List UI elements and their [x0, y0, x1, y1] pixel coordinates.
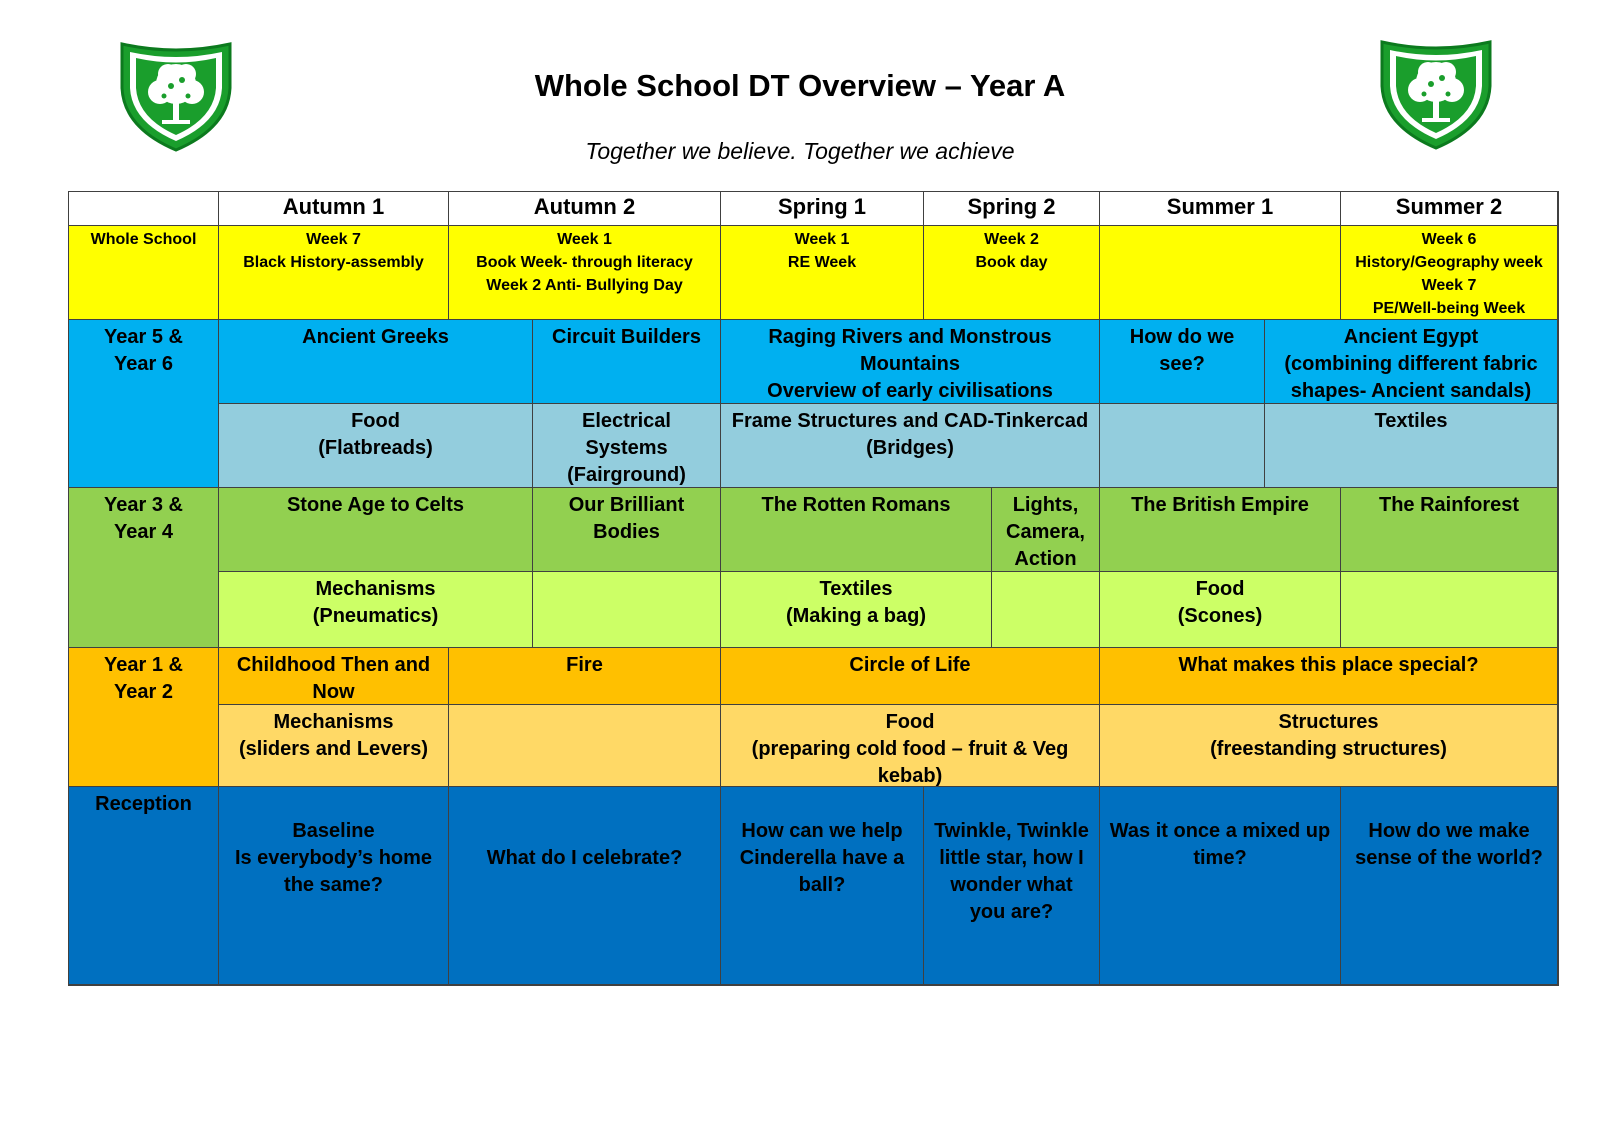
y34-dt-empty-1 [533, 572, 721, 648]
y34-dt-empty-3 [1341, 572, 1558, 648]
y12-topic-fire: Fire [449, 648, 721, 705]
y56-dt-electrical-systems: Electrical Systems (Fairground) [533, 404, 721, 488]
y56-dt-frame-structures: Frame Structures and CAD-Tinkercad (Bridges) [721, 404, 1100, 488]
overview-table [68, 191, 1559, 986]
header-corner-cell [69, 192, 219, 226]
y12-topic-childhood: Childhood Then and Now [219, 648, 449, 705]
header-summer-2: Summer 2 [1341, 192, 1558, 226]
header-autumn-2: Autumn 2 [449, 192, 721, 226]
y34-dt-mechanisms: Mechanisms (Pneumatics) [219, 572, 533, 648]
year-1-2-label: Year 1 & Year 2 [69, 648, 219, 787]
reception-label: Reception [69, 787, 219, 985]
whole-school-spring-2: Week 2 Book day [924, 226, 1100, 320]
school-motto: Together we believe. Together we achieve [585, 138, 1015, 164]
y34-topic-british-empire: The British Empire [1100, 488, 1341, 572]
y34-topic-brilliant-bodies: Our Brilliant Bodies [533, 488, 721, 572]
year-3-4-label: Year 3 & Year 4 [69, 488, 219, 648]
y56-topic-ancient-greeks: Ancient Greeks [219, 320, 533, 404]
reception-summer-1: Was it once a mixed up time? [1100, 787, 1341, 985]
y12-dt-food: Food (preparing cold food – fruit & Veg kebab) [721, 705, 1100, 787]
y34-dt-textiles: Textiles (Making a bag) [721, 572, 992, 648]
y34-topic-rainforest: The Rainforest [1341, 488, 1558, 572]
reception-summer-2: How do we make sense of the world? [1341, 787, 1558, 985]
y12-topic-circle-of-life: Circle of Life [721, 648, 1100, 705]
header-spring-2: Spring 2 [924, 192, 1100, 226]
y12-dt-empty [449, 705, 721, 787]
y34-dt-empty-2 [992, 572, 1100, 648]
y56-topic-circuit-builders: Circuit Builders [533, 320, 721, 404]
reception-spring-2: Twinkle, Twinkle little star, how I wonder what you are? [924, 787, 1100, 985]
y56-dt-textiles: Textiles [1265, 404, 1558, 488]
header-autumn-1: Autumn 1 [219, 192, 449, 226]
y56-topic-how-do-we-see: How do we see? [1100, 320, 1265, 404]
whole-school-spring-1: Week 1 RE Week [721, 226, 924, 320]
y56-topic-ancient-egypt: Ancient Egypt (combining different fabric shapes- Ancient sandals) [1265, 320, 1558, 404]
whole-school-summer-2: Week 6 History/Geography week Week 7 PE/Well-being Week [1341, 226, 1558, 320]
y12-dt-mechanisms: Mechanisms (sliders and Levers) [219, 705, 449, 787]
y34-topic-stone-age: Stone Age to Celts [219, 488, 533, 572]
y56-topic-raging-rivers: Raging Rivers and Monstrous Mountains Overview of early civilisations [721, 320, 1100, 404]
whole-school-label: Whole School [69, 226, 219, 320]
whole-school-autumn-1: Week 7 Black History-assembly [219, 226, 449, 320]
year-5-6-label: Year 5 & Year 6 [69, 320, 219, 488]
header-spring-1: Spring 1 [721, 192, 924, 226]
whole-school-summer-1 [1100, 226, 1341, 320]
reception-autumn-2: What do I celebrate? [449, 787, 721, 985]
reception-autumn-1: Baseline Is everybody’s home the same? [219, 787, 449, 985]
header-summer-1: Summer 1 [1100, 192, 1341, 226]
y12-topic-place-special: What makes this place special? [1100, 648, 1558, 705]
y34-topic-lights-camera-action: Lights, Camera, Action [992, 488, 1100, 572]
y56-dt-food: Food (Flatbreads) [219, 404, 533, 488]
y34-dt-food: Food (Scones) [1100, 572, 1341, 648]
reception-spring-1: How can we help Cinderella have a ball? [721, 787, 924, 985]
whole-school-autumn-2: Week 1 Book Week- through literacy Week 2 Anti- Bullying Day [449, 226, 721, 320]
page-title: Whole School DT Overview – Year A [534, 68, 1066, 103]
y34-topic-rotten-romans: The Rotten Romans [721, 488, 992, 572]
y56-dt-empty [1100, 404, 1265, 488]
y12-dt-structures: Structures (freestanding structures) [1100, 705, 1558, 787]
